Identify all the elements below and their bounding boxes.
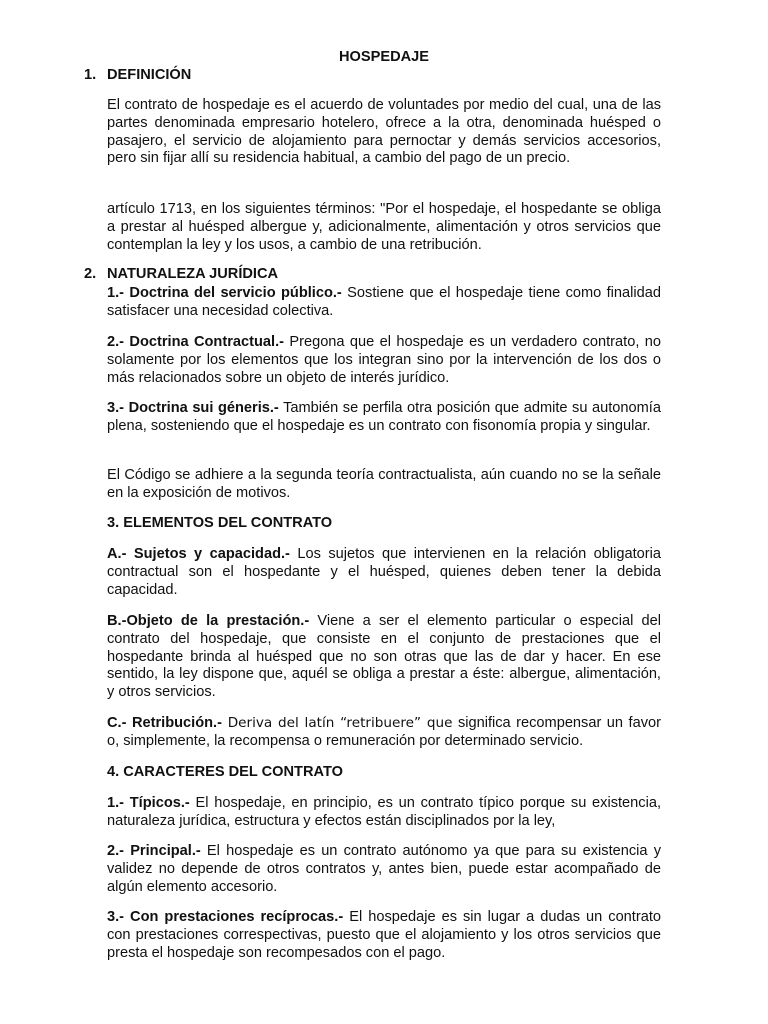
term-text: El hospedaje es un contrato autónomo ya que para su existencia y validez no depende de otros contratos y, antes bien, puede estar acompañado de algún elemento accesorio.: [107, 843, 661, 895]
section-number: 2.: [84, 266, 97, 282]
paragraph-prestaciones-reciprocas: [107, 909, 661, 962]
term-label: 3.- Doctrina sui géneris.-: [107, 400, 279, 416]
term-text: Los sujetos que intervienen en la relación obligatoria contractual son el hospedante y el huésped, quienes deben tener la debida capacidad.: [107, 546, 661, 598]
paragraph-doctrina-sui-generis: [107, 400, 661, 436]
section-heading-elementos: 3. ELEMENTOS DEL CONTRATO: [107, 515, 333, 531]
section-heading-text: DEFINICIÓN: [107, 67, 192, 83]
term-label: C.- Retribución.-: [107, 715, 222, 731]
term-text: Sostiene que el hospedaje tiene como finalidad satisfacer una necesidad colectiva.: [107, 285, 661, 319]
paragraph-objeto-prestacion: [107, 613, 661, 702]
term-text: El hospedaje es sin lugar a dudas un contrato con prestaciones correspectivas, puesto que el alojamiento y los otros servicios que presta el hospedaje son recompesados con el pago.: [107, 909, 662, 961]
paragraph-tipicos: [107, 795, 661, 831]
document-title: HOSPEDAJE: [338, 49, 430, 65]
term-label: 1.- Típicos.-: [107, 795, 190, 811]
term-label: A.- Sujetos y capacidad.-: [107, 546, 290, 562]
paragraph-doctrina-contractual: [107, 334, 661, 387]
paragraph-definicion-2: artículo 1713, en los siguientes términos: "Por el hospedaje, el hospedante se obliga a prestar al huésped albergue y, adicionalmente, alimentación y otros servicios que contemplan la ley y los usos, a cambio de una retribución.: [107, 201, 661, 253]
section-heading-definicion: [84, 67, 191, 85]
term-text: El hospedaje, en principio, es un contrato típico porque su existencia, naturaleza jurídica, estructura y efectos están disciplinados por la ley,: [107, 795, 661, 829]
paragraph-sujetos-capacidad: [107, 546, 661, 599]
paragraph-principal: [107, 843, 661, 896]
term-text: Pregona que el hospedaje es un verdadero contrato, no solamente por los elementos que los integran sino por la intervención de los dos o más relacionados sobre un objeto de interés jurídico.: [107, 334, 661, 386]
paragraph-codigo-conclusion: El Código se adhiere a la segunda teoría contractualista, aún cuando no se la señale en la exposición de motivos.: [107, 467, 661, 501]
term-label: 2.- Principal.-: [107, 843, 201, 859]
term-text: Viene a ser el elemento particular o especial del contrato del hospedaje, que consiste en el conjunto de prestaciones que el hospedante brinda al huésped que no son otras que las de dar y hacer. En ese sentido, la ley dispone que, aquél se obliga a prestar a éste: albergue, alimentación, y otros servicios.: [107, 613, 661, 701]
paragraph-definicion-1: El contrato de hospedaje es el acuerdo de voluntades por medio del cual, una de las partes denominada empresario hotelero, ofrece a la otra, denominada huésped o pasajero, el servicio de alojamiento para pernoctar y demás servicios accesorios, pero sin fijar allí su residencia habitual, a cambio del pago de un precio.: [107, 97, 661, 167]
section-heading-text: NATURALEZA JURÍDICA: [107, 266, 279, 282]
term-text: También se perfila otra posición que admite su autonomía plena, sosteniendo que el hospedaje es un contrato con fisonomía propia y singular.: [107, 400, 661, 434]
paragraph-retribucion: [107, 715, 661, 751]
term-label: 2.- Doctrina Contractual.-: [107, 334, 284, 350]
section-heading-naturaleza: [84, 266, 278, 284]
term-text-latin: Deriva del latín “retribuere” que: [221, 715, 453, 731]
term-label: B.-Objeto de la prestación.-: [107, 613, 310, 629]
term-label: 3.- Con prestaciones recíprocas.-: [107, 909, 344, 925]
section-heading-caracteres: 4. CARACTERES DEL CONTRATO: [107, 764, 343, 780]
paragraph-doctrina-servicio-publico: [107, 285, 661, 321]
section-number: 1.: [84, 67, 97, 83]
term-label: 1.- Doctrina del servicio público.-: [107, 285, 342, 301]
term-text: significa recompensar un favor o, simplemente, la recompensa o remuneración por determinado servicio.: [107, 715, 661, 749]
